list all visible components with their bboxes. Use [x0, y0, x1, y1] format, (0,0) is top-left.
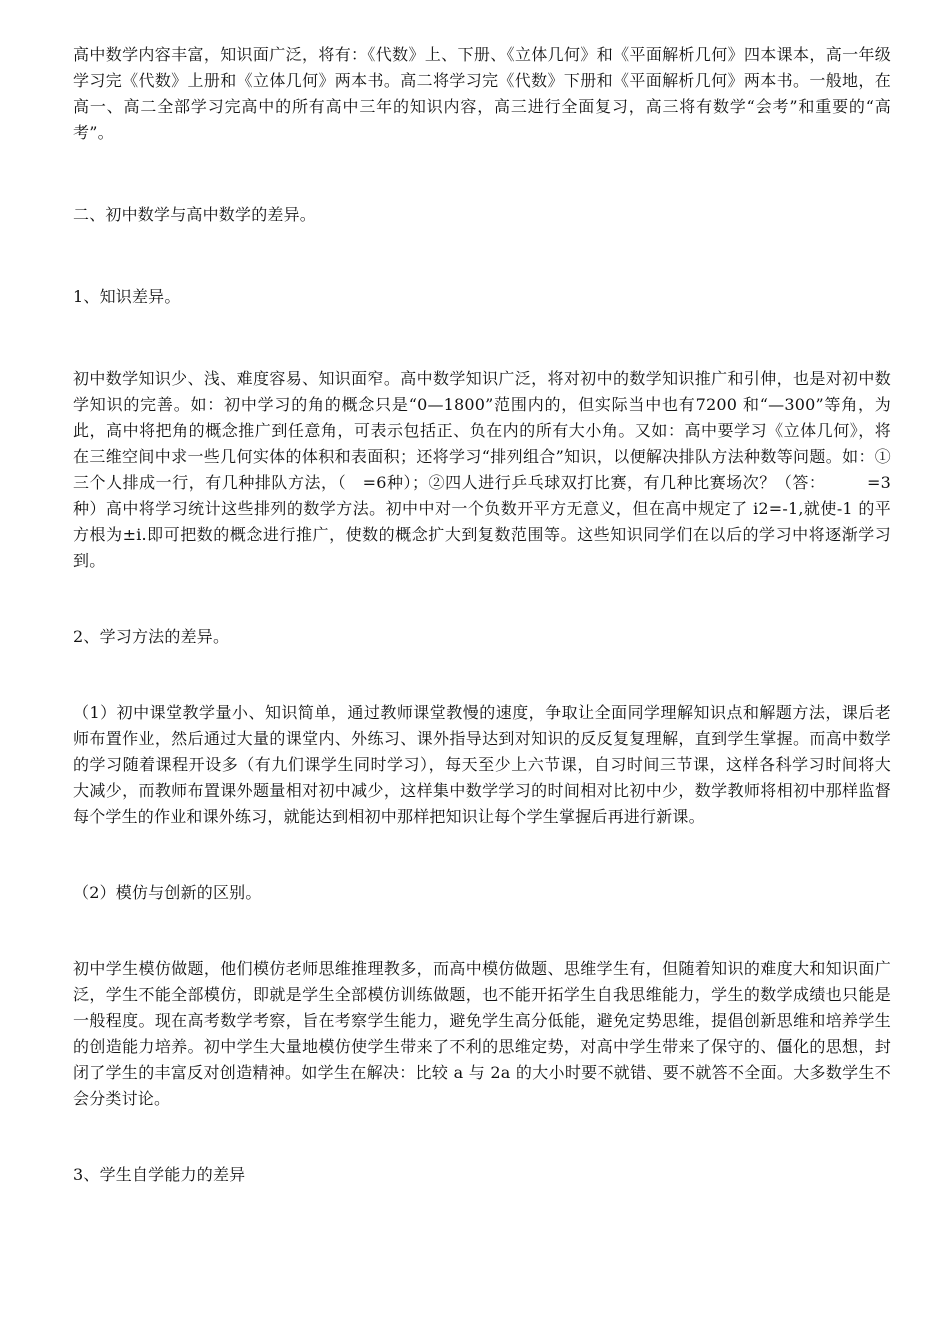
imitation-paragraph: 初中学生模仿做题，他们模仿老师思维推理教多，而高中模仿做题、思维学生有，但随着知识的难度大和知识面广泛，学生不能全部模仿，即就是学生全部模仿训练做题，也不能开拓学生自我思维能力，学生的数学成绩也只能是一般程度。现在高考数学考察，旨在考察学生能力，避免学生高分低能，避免定势思维，提倡创新思维和培养学生的创造能力培养。初中学生大量地模仿使学生带来了不利的思维定势，对高中学生带来了保守的、僵化的思想，封闭了学生的丰富反对创造精神。如学生在解决：比较 a 与 2a 的大小时要不就错、要不就答不全面。大多数学生不会分类讨论。 — [73, 959, 891, 1108]
knowledge-paragraph: 初中数学知识少、浅、难度容易、知识面窄。高中数学知识广泛，将对初中的数学知识推广和引伸，也是对初中数学知识的完善。如：初中学习的角的概念只是“0—1800”范围内的，但实际当中也有7200 和“—300”等角，为此，高中将把角的概念推广到任意角，可表示包括正、负在内的所有大小角。又如：高中要学习《立体几何》，将在三维空间中求一些几何实体的体积和表面积；还将学习“排列组合”知识，以便解决排队方法种数等问题。如：①三个人排成一行，有几种排队方法，（ =6种）；②四人进行乒乓球双打比赛，有几种比赛场次？（答： =3 种）高中将学习统计这些排列的数学方法。初中中对一个负数开平方无意义，但在高中规定了 i2=-1,就使-1 的平方根为±i.即可把数的概念进行推广，使数的概念扩大到复数范围等。这些知识同学们在以后的学习中将逐渐学习到。 — [73, 369, 891, 570]
spacer — [73, 650, 891, 700]
document-page — [73, 42, 891, 1188]
spacer — [73, 310, 891, 366]
spacer — [73, 906, 891, 956]
spacer — [73, 146, 891, 202]
subsection-heading-methods: 2、学习方法的差异。 — [73, 627, 230, 646]
spacer — [73, 228, 891, 284]
subsection-heading-selfstudy: 3、学生自学能力的差异 — [73, 1165, 246, 1184]
section-heading-differences: 二、初中数学与高中数学的差异。 — [73, 205, 317, 224]
subsection-heading-knowledge: 1、知识差异。 — [73, 287, 181, 306]
spacer — [73, 830, 891, 880]
intro-paragraph: 高中数学内容丰富，知识面广泛，将有：《代数》上、下册、《立体几何》和《平面解析几何》四本课本，高一年级学习完《代数》上册和《立体几何》两本书。高二将学习完《代数》下册和《平面解析几何》两本书。一般地，在高一、高二全部学习完高中的所有高中三年的知识内容，高三进行全面复习，高三将有数学“会考”和重要的“高考”。 — [73, 45, 891, 142]
spacer — [73, 1112, 891, 1162]
spacer — [73, 574, 891, 624]
methods-paragraph-1: （1）初中课堂教学量小、知识简单，通过教师课堂教慢的速度，争取让全面同学理解知识点和解题方法，课后老师布置作业，然后通过大量的课堂内、外练习、课外指导达到对知识的反反复复理解，直到学生掌握。而高中数学的学习随着课程开设多（有九们课学生同时学习），每天至少上六节课，自习时间三节课，这样各科学习时间将大大减少，而教师布置课外题量相对初中减少，这样集中数学学习的时间相对比初中少，数学教师将相初中那样监督每个学生的作业和课外练习，就能达到相初中那样把知识让每个学生掌握后再进行新课。 — [73, 703, 891, 826]
subsection-heading-imitation: （2）模仿与创新的区别。 — [73, 883, 262, 902]
